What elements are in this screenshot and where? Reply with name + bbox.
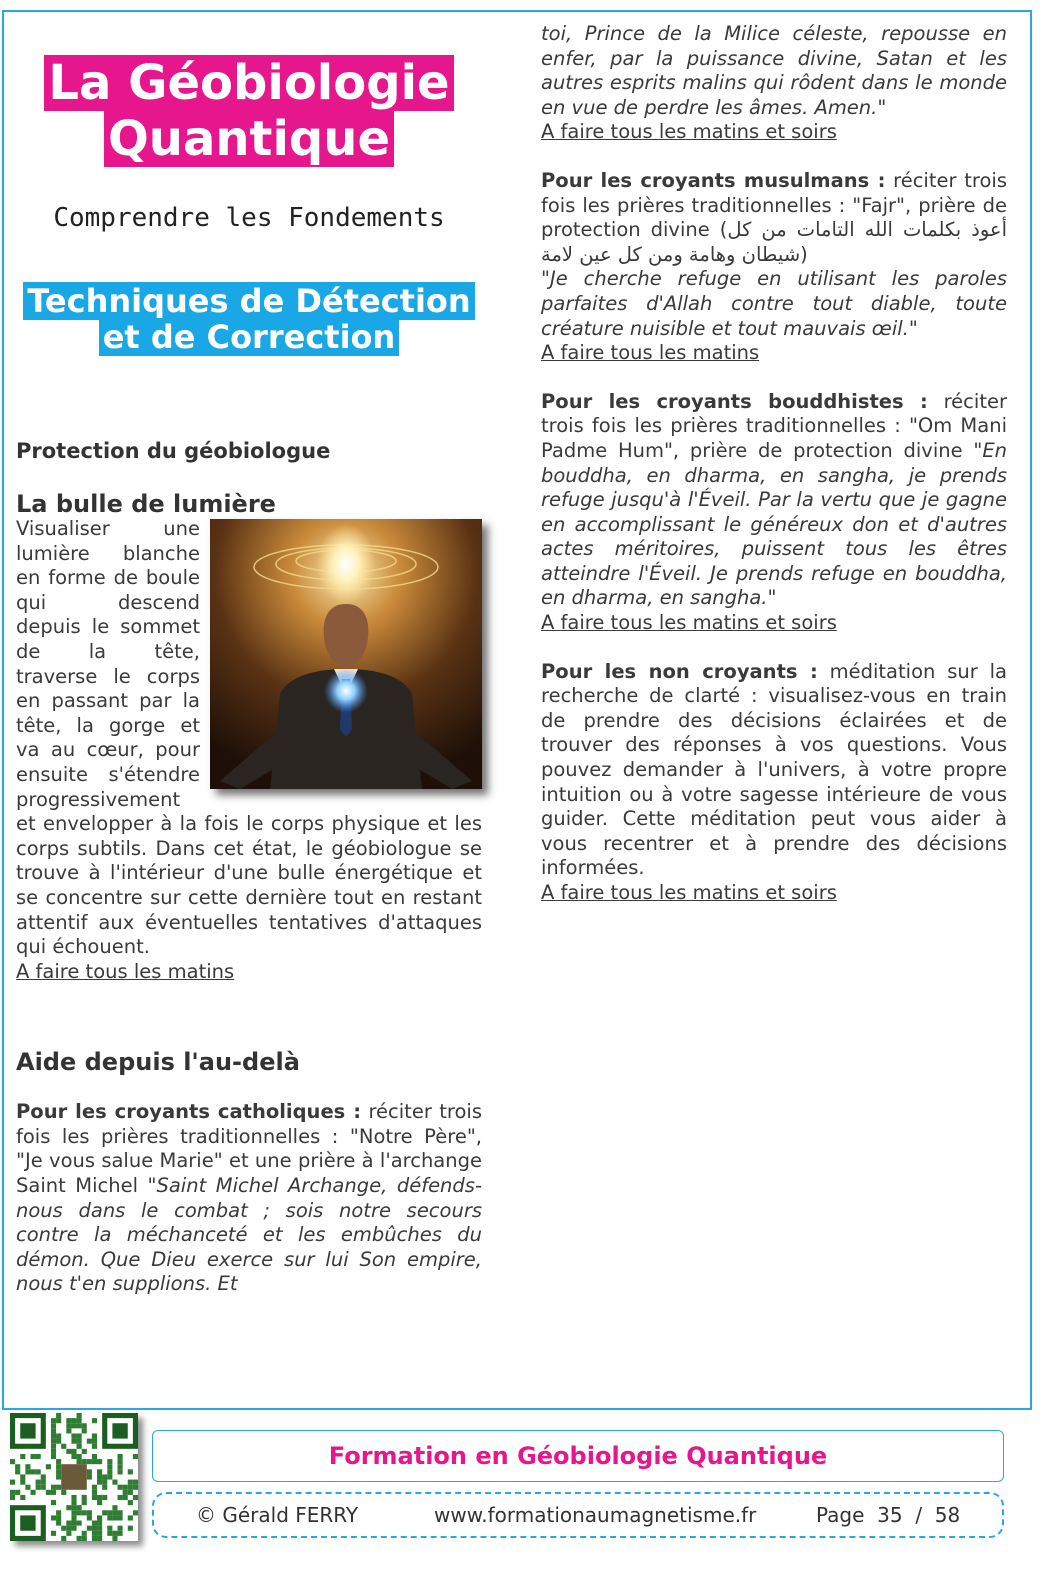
- bulle-text: Visualiser une lumière blanche en forme de boule qui descend depuis le sommet de la tête, traverse le corps en passant par la tête, la gorge et va au cœur, pour ensuite s'étendre progressivement et envelopper à la fois le corps physique et les corps subtils. Dans cet état, le géobiologue se trouve à l'intérieur d'une bulle énergétique et se concentre sur cette dernière tout en restant attentif aux éventuelles tentatives d'attaques qui échouent.: [16, 517, 482, 959]
- protection-heading: Protection du géobiologue: [16, 439, 331, 463]
- buddhist-frequency: [541, 611, 1007, 636]
- bulle-frequency-text: A faire tous les matins: [16, 959, 235, 983]
- footer-formation-title: Formation en Géobiologie Quantique: [328, 1442, 828, 1470]
- page-separator: /: [915, 1503, 923, 1527]
- nonbeliever-frequency: [541, 881, 1007, 906]
- buddhist-paragraph: [541, 390, 1007, 611]
- qr-code[interactable]: [10, 1413, 138, 1541]
- catholic-quote-end: toi, Prince de la Milice céleste, repousse en enfer, par la puissance divine, Satan et les autres esprits malins qui rôdent dans le monde en vue de perdre les âmes. Amen.: [541, 22, 1007, 119]
- meditation-image: [210, 519, 482, 789]
- techniques-heading: Techniques de Détection et de Correction: [23, 282, 474, 356]
- buddhist-quote: En bouddha, en dharma, en sangha, je prends refuge jusqu'à l'Éveil. Par la vertu que je gagne en accomplissant le généreux don et d'autres actes méritoires, puissent tous les êtres atteindre l'Éveil. Je prends refuge en bouddha, en dharma, en sangha.": [541, 438, 1007, 610]
- catholic-frequency: [541, 120, 1007, 145]
- muslim-paragraph: [541, 169, 1007, 267]
- page-label: Page: [816, 1503, 865, 1527]
- footer-info-bar: [152, 1492, 1004, 1538]
- footer-page-number: [816, 1503, 960, 1527]
- nonbeliever-text: méditation sur la recherche de clarté : visualisez-vous en train de prendre des décisions éclairées et de trouver des réponses à vos questions. Vous pouvez demander à l'univers, à votre propre intuition ou à votre sagesse intérieure de vous guider. Cette méditation peut vous aider à vous recentrer et à prendre des décisions informées.: [541, 659, 1007, 880]
- title-block: [16, 55, 482, 167]
- muslim-label: Pour les croyants musulmans :: [541, 168, 886, 192]
- nonbeliever-paragraph: [541, 660, 1007, 881]
- meditation-illustration: [210, 519, 482, 789]
- footer-copyright: © Gérald FERRY: [196, 1503, 359, 1527]
- bulle-heading: La bulle de lumière: [16, 490, 276, 518]
- catholic-quote-continued: toi, Prince de la Milice céleste, repousse en enfer, par la puissance divine, Satan et les autres esprits malins qui rôdent dans le monde en vue de perdre les âmes. Amen.": [541, 22, 1007, 119]
- qr-code-icon: [10, 1413, 138, 1541]
- footer-website[interactable]: www.formationaumagnetisme.fr: [434, 1503, 757, 1527]
- footer-formation-box: [152, 1430, 1004, 1482]
- nonbeliever-label: Pour les non croyants :: [541, 659, 818, 683]
- catholic-label: Pour les croyants catholiques :: [16, 1100, 362, 1124]
- aide-heading: Aide depuis l'au-delà: [16, 1048, 300, 1077]
- buddhist-frequency-text: A faire tous les matins et soirs: [541, 611, 837, 635]
- techniques-block: [16, 283, 482, 355]
- buddhist-text: réciter trois fois les prières traditionnelles : "Om Mani Padme Hum", prière de protection divine ": [541, 389, 1007, 462]
- muslim-quote: "Je cherche refuge en utilisant les paroles parfaites d'Allah contre tout diable, toute créature nuisible et tout mauvais œil.": [541, 267, 1007, 340]
- muslim-frequency-text: A faire tous les matins: [541, 341, 760, 365]
- muslim-frequency: [541, 341, 1007, 366]
- page-current: 35: [877, 1503, 903, 1527]
- right-column: [541, 22, 1007, 906]
- page-total: 58: [934, 1503, 961, 1527]
- page-title: La Géobiologie Quantique: [44, 55, 453, 167]
- buddhist-label: Pour les croyants bouddhistes :: [541, 389, 928, 413]
- muslim-quote-line: [541, 267, 1007, 341]
- catholic-paragraph: [16, 1100, 482, 1297]
- catholic-quote-start: Saint Michel Archange, défends-nous dans le combat ; sois notre secours contre la méchanceté et les embûches du démon. Que Dieu exerce sur lui Son empire, nous t'en supplions. Et: [16, 1174, 482, 1296]
- nonbeliever-frequency-text: A faire tous les matins et soirs: [541, 881, 837, 904]
- bulle-frequency: [16, 960, 482, 985]
- subtitle: Comprendre les Fondements: [53, 203, 445, 233]
- catholic-frequency-text: A faire tous les matins et soirs: [541, 120, 837, 144]
- catholic-text: réciter trois fois les prières traditionnelles : "Notre Père", "Je vous salue Marie" et une prière à l'archange Saint Michel ": [16, 1100, 482, 1198]
- muslim-text: réciter trois fois les prières traditionnelles : "Fajr", prière de protection divine (أعوذ بكلمات الله التامات من كل شيطان وهامة ومن كل عين لامة): [541, 168, 1007, 266]
- left-column: [16, 55, 482, 1297]
